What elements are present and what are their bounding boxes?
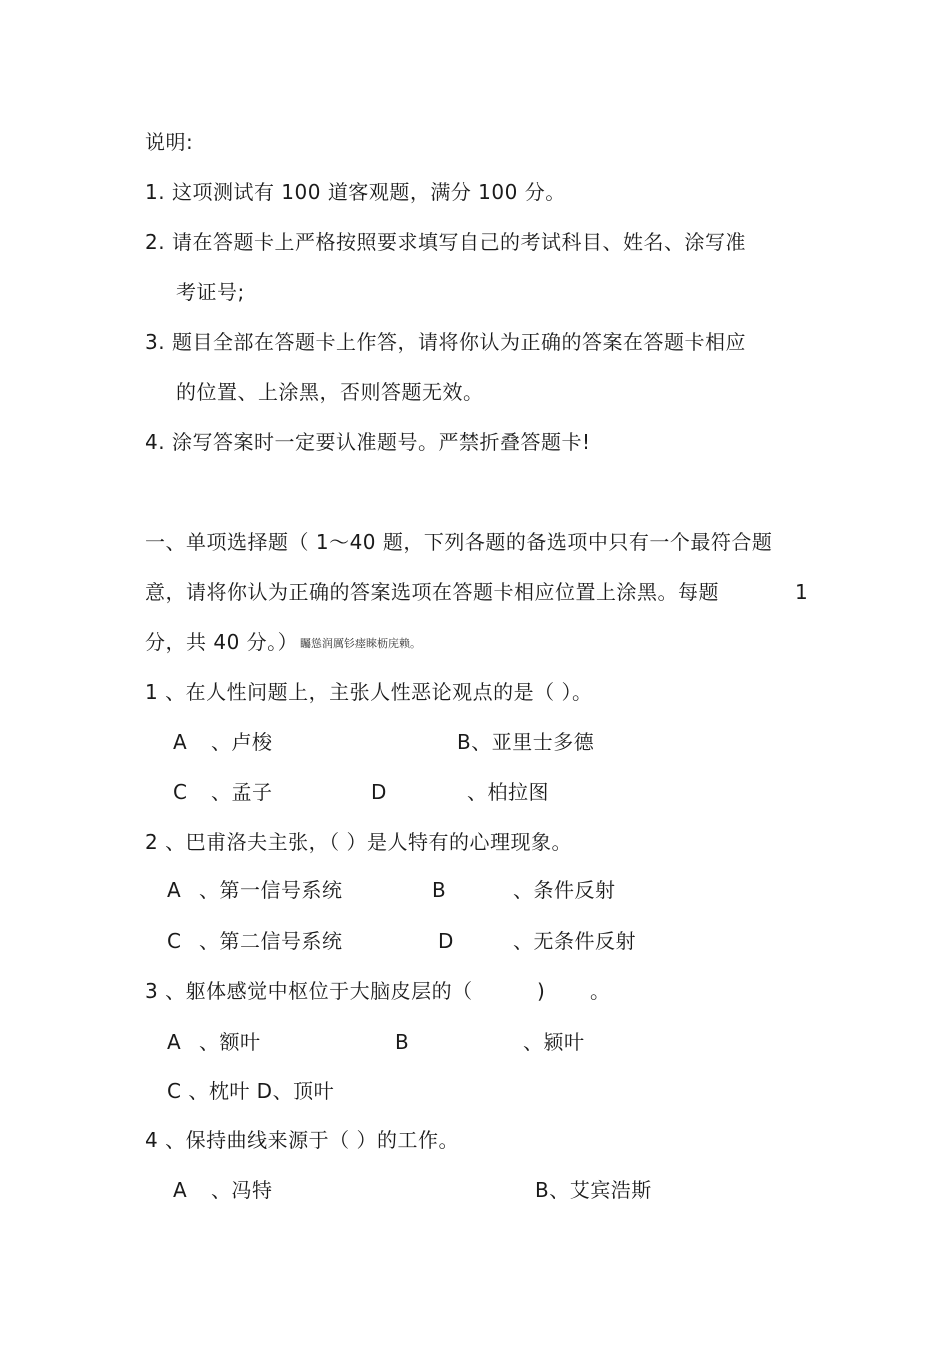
question-1-stem: 1 、在人性问题上，主张人性恶论观点的是（ ）。 bbox=[145, 680, 593, 704]
question-2-option-d-text: 、无条件反射 bbox=[513, 929, 636, 953]
section1-header-line-2: 意，请将你认为正确的答案选项在答题卡相应位置上涂黑。每题 bbox=[145, 580, 719, 604]
question-1-option-a-letter: A bbox=[173, 730, 188, 754]
question-3-stem-end: 。 bbox=[590, 979, 611, 1003]
question-3-option-a-letter: A bbox=[167, 1030, 182, 1054]
question-3-option-a-text: 、额叶 bbox=[199, 1030, 261, 1054]
question-4-stem: 4 、保持曲线来源于（ ）的工作。 bbox=[145, 1128, 459, 1152]
section1-header-line-3: 分，共 40 分。） bbox=[145, 630, 299, 654]
question-2-option-c-letter: C bbox=[167, 929, 182, 953]
question-1-option-b: B、亚里士多德 bbox=[457, 730, 595, 754]
instructions-heading: 说明: bbox=[145, 130, 194, 154]
question-3-stem: 3 、躯体感觉中枢位于大脑皮层的（ bbox=[145, 979, 473, 1003]
question-3-option-b-text: 、颍叶 bbox=[523, 1030, 585, 1054]
question-1-option-d-text: 、柏拉图 bbox=[467, 780, 549, 804]
question-2-option-d-letter: D bbox=[438, 929, 454, 953]
question-1-option-a-text: 、卢梭 bbox=[211, 730, 273, 754]
question-2-option-b-text: 、条件反射 bbox=[513, 878, 616, 902]
instruction-item-3-line-1: 3. 题目全部在答题卡上作答，请将你认为正确的答案在答题卡相应 bbox=[145, 330, 746, 354]
question-3-option-cd: C 、枕叶 D、顶叶 bbox=[167, 1079, 335, 1103]
question-1-option-d-letter: D bbox=[371, 780, 387, 804]
question-2-option-b-letter: B bbox=[432, 878, 447, 902]
instruction-item-1: 1. 这项测试有 100 道客观题，满分 100 分。 bbox=[145, 180, 566, 204]
instruction-item-2-line-1: 2. 请在答题卡上严格按照要求填写自己的考试科目、姓名、涂写准 bbox=[145, 230, 746, 254]
question-2-option-c-text: 、第二信号系统 bbox=[199, 929, 343, 953]
question-1-option-c-letter: C bbox=[173, 780, 188, 804]
question-2-option-a-letter: A bbox=[167, 878, 182, 902]
question-3-stem-close: ) bbox=[537, 979, 546, 1003]
question-4-option-b: B、艾宾浩斯 bbox=[535, 1178, 652, 1202]
instruction-item-3-line-2: 的位置、上涂黑，否则答题无效。 bbox=[176, 380, 484, 404]
section1-header-score: 1 bbox=[795, 580, 809, 604]
question-4-option-a-letter: A bbox=[173, 1178, 188, 1202]
section1-header-line-1: 一、单项选择题（ 1～40 题，下列各题的备选项中只有一个最符合题 bbox=[145, 530, 773, 554]
question-3-option-b-letter: B bbox=[395, 1030, 410, 1054]
instruction-item-2-line-2: 考证号; bbox=[176, 280, 245, 304]
question-4-option-a-text: 、冯特 bbox=[211, 1178, 273, 1202]
question-2-option-a-text: 、第一信号系统 bbox=[199, 878, 343, 902]
question-1-option-c-text: 、孟子 bbox=[211, 780, 273, 804]
question-2-stem: 2 、巴甫洛夫主张，（ ）是人特有的心理现象。 bbox=[145, 830, 572, 854]
instruction-item-4: 4. 涂写答案时一定要认准题号。严禁折叠答题卡! bbox=[145, 430, 591, 454]
garbled-note: 矚慫润厲钐瘗睞枥庑赖。 bbox=[300, 637, 421, 650]
